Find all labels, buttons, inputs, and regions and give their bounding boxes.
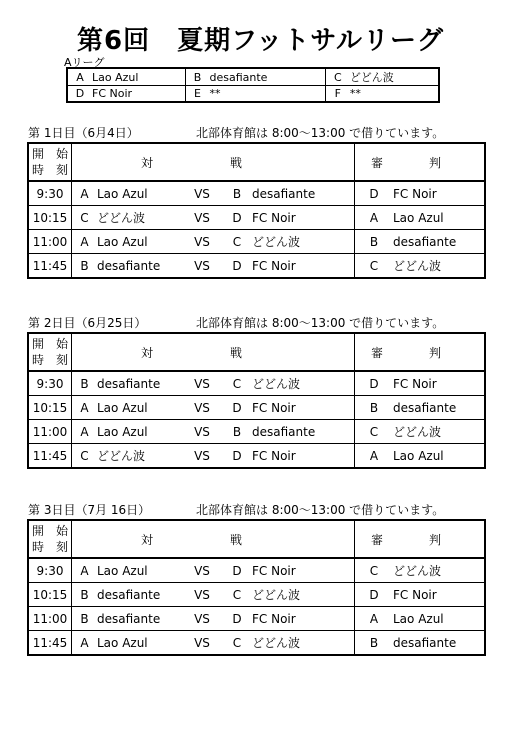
vs-label: VS [182, 583, 222, 607]
match-time: 9:30 [28, 371, 72, 396]
match-row [28, 181, 485, 206]
time-header-bottom: 時 刻 [31, 353, 68, 367]
match-row [28, 631, 485, 656]
team-code: C [325, 68, 350, 86]
referee-code: D [355, 371, 394, 396]
team-b-name: FC Noir [252, 396, 355, 420]
time-header-top: 開 始 [31, 147, 68, 161]
referee-name: desafiante [393, 396, 485, 420]
day-header [28, 501, 445, 518]
vs-label: VS [182, 558, 222, 583]
referee-header-left: 審 [371, 155, 384, 170]
referee-code: B [355, 230, 394, 254]
team-row [67, 86, 439, 103]
referee-code: C [355, 558, 394, 583]
team-b-name: FC Noir [252, 254, 355, 279]
match-time: 11:45 [28, 631, 72, 656]
match-row [28, 558, 485, 583]
team-a-code: A [72, 396, 98, 420]
match-header-left: 対 [72, 143, 223, 181]
vs-label: VS [182, 206, 222, 230]
match-time: 11:00 [28, 420, 72, 444]
team-b-name: desafiante [252, 420, 355, 444]
match-header-right: 戦 [222, 333, 355, 371]
team-a-code: B [72, 371, 98, 396]
referee-code: D [355, 181, 394, 206]
referee-header-right: 判 [429, 532, 442, 547]
match-time: 9:30 [28, 558, 72, 583]
referee-code: B [355, 631, 394, 656]
vs-label: VS [182, 254, 222, 279]
referee-name: FC Noir [393, 583, 485, 607]
referee-name: desafiante [393, 230, 485, 254]
time-header [28, 333, 72, 371]
match-time: 10:15 [28, 396, 72, 420]
match-time: 11:00 [28, 607, 72, 631]
referee-header [355, 143, 486, 181]
team-code: A [67, 68, 92, 86]
team-b-code: D [222, 607, 252, 631]
referee-name: どどん波 [393, 558, 485, 583]
team-b-code: C [222, 583, 252, 607]
referee-header-right: 判 [429, 155, 442, 170]
day-label: 第 2日目（6月25日） [28, 316, 147, 330]
time-header-top: 開 始 [31, 524, 68, 538]
time-header-bottom: 時 刻 [31, 540, 68, 554]
team-b-code: D [222, 254, 252, 279]
team-b-code: D [222, 444, 252, 469]
team-a-code: A [72, 420, 98, 444]
schedule-table [27, 142, 486, 279]
match-header-right: 戦 [222, 143, 355, 181]
schedule-table [27, 332, 486, 469]
team-a-code: B [72, 607, 98, 631]
referee-code: B [355, 396, 394, 420]
referee-header [355, 333, 486, 371]
team-b-code: C [222, 631, 252, 656]
match-row [28, 230, 485, 254]
vs-label: VS [182, 371, 222, 396]
time-header-top: 開 始 [31, 337, 68, 351]
referee-code: D [355, 583, 394, 607]
team-a-name: desafiante [97, 371, 182, 396]
team-name: desafiante [210, 68, 326, 86]
schedule-header-row [28, 143, 485, 181]
match-time: 11:45 [28, 444, 72, 469]
match-row [28, 206, 485, 230]
day-header [28, 314, 445, 331]
team-a-code: A [72, 558, 98, 583]
day-label: 第 1日目（6月4日） [28, 126, 139, 140]
team-a-name: desafiante [97, 583, 182, 607]
team-b-code: D [222, 558, 252, 583]
team-name: ** [350, 86, 439, 103]
team-a-code: B [72, 254, 98, 279]
team-a-name: desafiante [97, 254, 182, 279]
referee-name: FC Noir [393, 181, 485, 206]
team-code: E [185, 86, 210, 103]
venue-note: 北部体育館は 8:00～13:00 で借りています。 [196, 316, 445, 330]
referee-name: どどん波 [393, 420, 485, 444]
schedule-table [27, 519, 486, 656]
referee-code: A [355, 444, 394, 469]
referee-name: FC Noir [393, 371, 485, 396]
team-a-name: Lao Azul [97, 420, 182, 444]
team-a-name: Lao Azul [97, 181, 182, 206]
team-a-code: B [72, 583, 98, 607]
team-b-code: D [222, 396, 252, 420]
team-b-code: B [222, 181, 252, 206]
team-name: Lao Azul [92, 68, 185, 86]
referee-name: Lao Azul [393, 607, 485, 631]
team-a-name: Lao Azul [97, 558, 182, 583]
referee-name: Lao Azul [393, 444, 485, 469]
match-time: 11:00 [28, 230, 72, 254]
referee-code: C [355, 254, 394, 279]
team-b-name: どどん波 [252, 583, 355, 607]
match-header-right: 戦 [222, 520, 355, 558]
team-list-table [66, 67, 440, 103]
team-code: F [325, 86, 350, 103]
venue-note: 北部体育館は 8:00～13:00 で借りています。 [196, 503, 445, 517]
referee-name: どどん波 [393, 254, 485, 279]
match-row [28, 583, 485, 607]
referee-header [355, 520, 486, 558]
referee-header-left: 審 [371, 532, 384, 547]
team-b-code: C [222, 230, 252, 254]
team-b-code: D [222, 206, 252, 230]
team-name: FC Noir [92, 86, 185, 103]
team-b-name: desafiante [252, 181, 355, 206]
team-a-name: desafiante [97, 607, 182, 631]
team-a-code: A [72, 230, 98, 254]
vs-label: VS [182, 631, 222, 656]
team-a-name: どどん波 [97, 444, 182, 469]
match-header-left: 対 [72, 520, 223, 558]
schedule-header-row [28, 520, 485, 558]
referee-header-left: 審 [371, 345, 384, 360]
day-label: 第 3日目（7月 16日） [28, 503, 151, 517]
match-time: 11:45 [28, 254, 72, 279]
match-time: 10:15 [28, 583, 72, 607]
match-time: 10:15 [28, 206, 72, 230]
match-header-left: 対 [72, 333, 223, 371]
match-row [28, 396, 485, 420]
vs-label: VS [182, 181, 222, 206]
team-b-name: どどん波 [252, 371, 355, 396]
vs-label: VS [182, 230, 222, 254]
team-a-name: Lao Azul [97, 631, 182, 656]
referee-name: Lao Azul [393, 206, 485, 230]
referee-header-right: 判 [429, 345, 442, 360]
team-a-name: Lao Azul [97, 230, 182, 254]
match-row [28, 254, 485, 279]
referee-code: C [355, 420, 394, 444]
team-a-code: C [72, 206, 98, 230]
schedule-header-row [28, 333, 485, 371]
team-b-name: FC Noir [252, 558, 355, 583]
team-b-name: どどん波 [252, 631, 355, 656]
team-b-name: FC Noir [252, 206, 355, 230]
team-b-name: FC Noir [252, 607, 355, 631]
match-time: 9:30 [28, 181, 72, 206]
team-code: D [67, 86, 92, 103]
team-a-name: Lao Azul [97, 396, 182, 420]
team-a-name: どどん波 [97, 206, 182, 230]
team-name: どどん波 [350, 68, 439, 86]
vs-label: VS [182, 420, 222, 444]
team-b-code: B [222, 420, 252, 444]
venue-note: 北部体育館は 8:00～13:00 で借りています。 [196, 126, 445, 140]
vs-label: VS [182, 607, 222, 631]
match-row [28, 420, 485, 444]
vs-label: VS [182, 396, 222, 420]
page-title: 第6回 夏期フットサルリーグ [77, 26, 444, 56]
team-name: ** [210, 86, 326, 103]
team-code: B [185, 68, 210, 86]
referee-code: A [355, 206, 394, 230]
vs-label: VS [182, 444, 222, 469]
referee-code: A [355, 607, 394, 631]
team-row [67, 68, 439, 86]
match-row [28, 444, 485, 469]
referee-name: desafiante [393, 631, 485, 656]
time-header [28, 143, 72, 181]
team-a-code: C [72, 444, 98, 469]
day-header [28, 124, 445, 141]
team-b-code: C [222, 371, 252, 396]
time-header [28, 520, 72, 558]
league-label: Aリーグ [64, 56, 105, 69]
match-row [28, 607, 485, 631]
team-b-name: FC Noir [252, 444, 355, 469]
team-a-code: A [72, 181, 98, 206]
team-b-name: どどん波 [252, 230, 355, 254]
match-row [28, 371, 485, 396]
time-header-bottom: 時 刻 [31, 163, 68, 177]
team-a-code: A [72, 631, 98, 656]
